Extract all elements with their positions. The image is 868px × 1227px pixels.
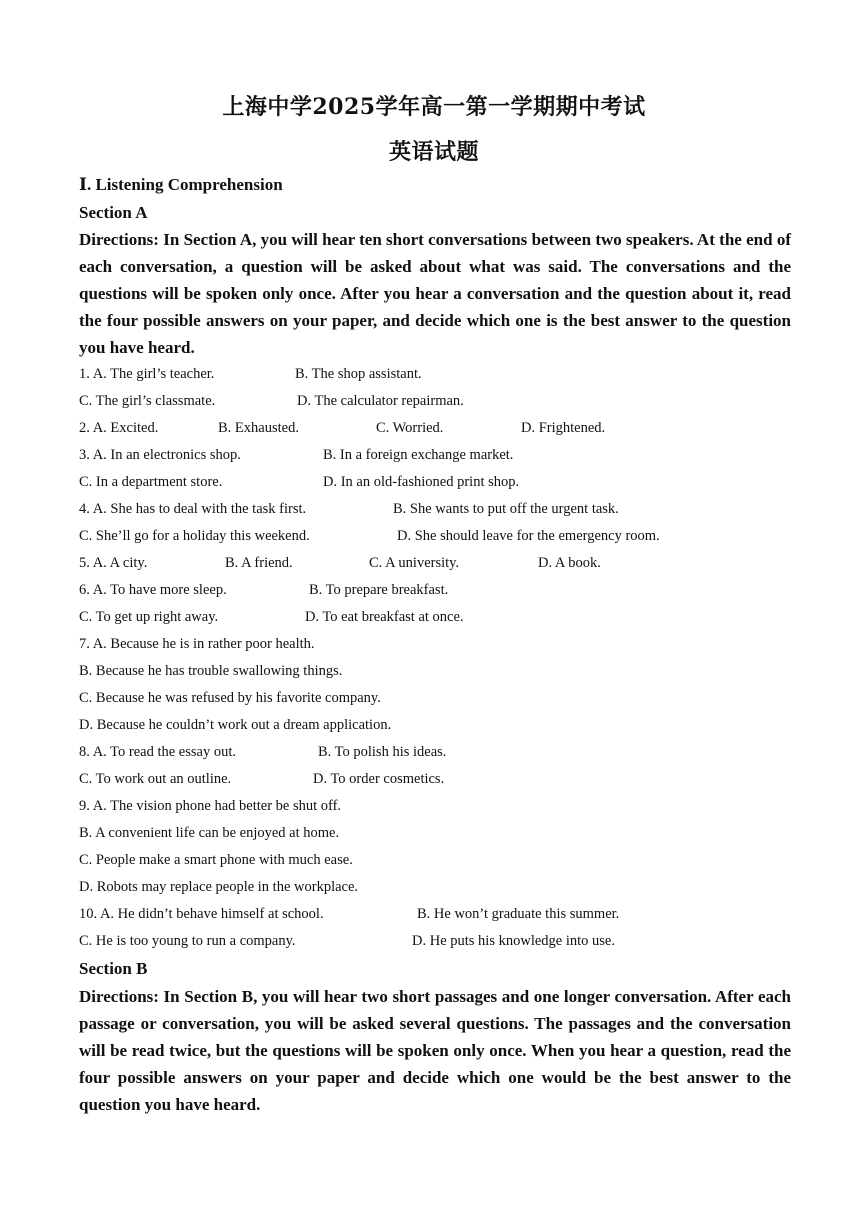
q7-option-b: B. Because he has trouble swallowing things. bbox=[79, 663, 343, 679]
q8-option-a: 8. A. To read the essay out. bbox=[79, 744, 236, 760]
q4-option-a: 4. A. She has to deal with the task first. bbox=[79, 501, 307, 517]
q4-option-b: B. She wants to put off the urgent task. bbox=[393, 501, 619, 517]
q1-option-a: 1. A. The girl’s teacher. bbox=[79, 366, 215, 382]
q7-option-c: C. Because he was refused by his favorite company. bbox=[79, 690, 381, 706]
q2-option-c: C. Worried. bbox=[376, 420, 444, 436]
exam-subtitle: 英语试题 bbox=[388, 139, 479, 165]
section-b-directions: Directions: In Section B, you will hear two short passages and one longer conversation. After each passage or conversation, you will be asked several questions. The passages and the conversation will be read twice, but the questions will be spoken only once. When you hear a question, read the four possible answers on your paper and decide which one would be the best answer to the question you have heard. bbox=[79, 987, 791, 1114]
q1-option-b: B. The shop assistant. bbox=[295, 366, 422, 382]
q1-option-c: C. The girl’s classmate. bbox=[79, 393, 216, 409]
q9-option-b: B. A convenient life can be enjoyed at home. bbox=[79, 825, 340, 841]
q10-option-c: C. He is too young to run a company. bbox=[79, 933, 296, 949]
q7-option-d: D. Because he couldn’t work out a dream application. bbox=[79, 717, 392, 733]
q8-option-b: B. To polish his ideas. bbox=[318, 744, 447, 760]
q9-option-c: C. People make a smart phone with much ease. bbox=[79, 852, 353, 868]
q10-option-a: 10. A. He didn’t behave himself at school. bbox=[79, 906, 324, 922]
q8-option-d: D. To order cosmetics. bbox=[313, 771, 445, 787]
q5-option-b: B. A friend. bbox=[225, 555, 293, 571]
q5-option-a: 5. A. A city. bbox=[79, 555, 148, 571]
section-a-heading: Section A bbox=[79, 203, 148, 222]
q3-option-a: 3. A. In an electronics shop. bbox=[79, 447, 241, 463]
q2-option-b: B. Exhausted. bbox=[218, 420, 299, 436]
q9-option-d: D. Robots may replace people in the workplace. bbox=[79, 879, 359, 895]
q4-option-d: D. She should leave for the emergency room. bbox=[397, 528, 660, 544]
q9-option-a: 9. A. The vision phone had better be shut off. bbox=[79, 798, 342, 814]
q5-option-c: C. A university. bbox=[369, 555, 460, 571]
exam-title: 上海中学2025学年高一第一学期期中考试 bbox=[222, 94, 646, 120]
section-a-directions: Directions: In Section A, you will hear ten short conversations between two speakers. At the end of each conversation, a question will be asked about what was said. The conversations and the questions will be spoken only once. After you hear a conversation and the question about it, read the four possible answers on your paper, and decide which one is the best answer to the question you have heard. bbox=[79, 230, 791, 357]
q3-option-b: B. In a foreign exchange market. bbox=[323, 447, 514, 463]
q3-option-c: C. In a department store. bbox=[79, 474, 223, 490]
q5-option-d: D. A book. bbox=[538, 555, 601, 571]
q6-option-c: C. To get up right away. bbox=[79, 609, 219, 625]
q7-option-a: 7. A. Because he is in rather poor health. bbox=[79, 636, 315, 652]
q8-option-c: C. To work out an outline. bbox=[79, 771, 232, 787]
part1-heading: Ⅰ. Listening Comprehension bbox=[79, 175, 283, 194]
q4-option-c: C. She’ll go for a holiday this weekend. bbox=[79, 528, 310, 544]
q6-option-b: B. To prepare breakfast. bbox=[309, 582, 449, 598]
q6-option-a: 6. A. To have more sleep. bbox=[79, 582, 227, 598]
section-b-heading: Section B bbox=[79, 959, 148, 978]
q10-option-b: B. He won’t graduate this summer. bbox=[417, 906, 620, 922]
q1-option-d: D. The calculator repairman. bbox=[297, 393, 464, 409]
q10-option-d: D. He puts his knowledge into use. bbox=[412, 933, 615, 949]
q2-option-a: 2. A. Excited. bbox=[79, 420, 159, 436]
q2-option-d: D. Frightened. bbox=[521, 420, 606, 436]
q6-option-d: D. To eat breakfast at once. bbox=[305, 609, 464, 625]
q3-option-d: D. In an old-fashioned print shop. bbox=[323, 474, 520, 490]
